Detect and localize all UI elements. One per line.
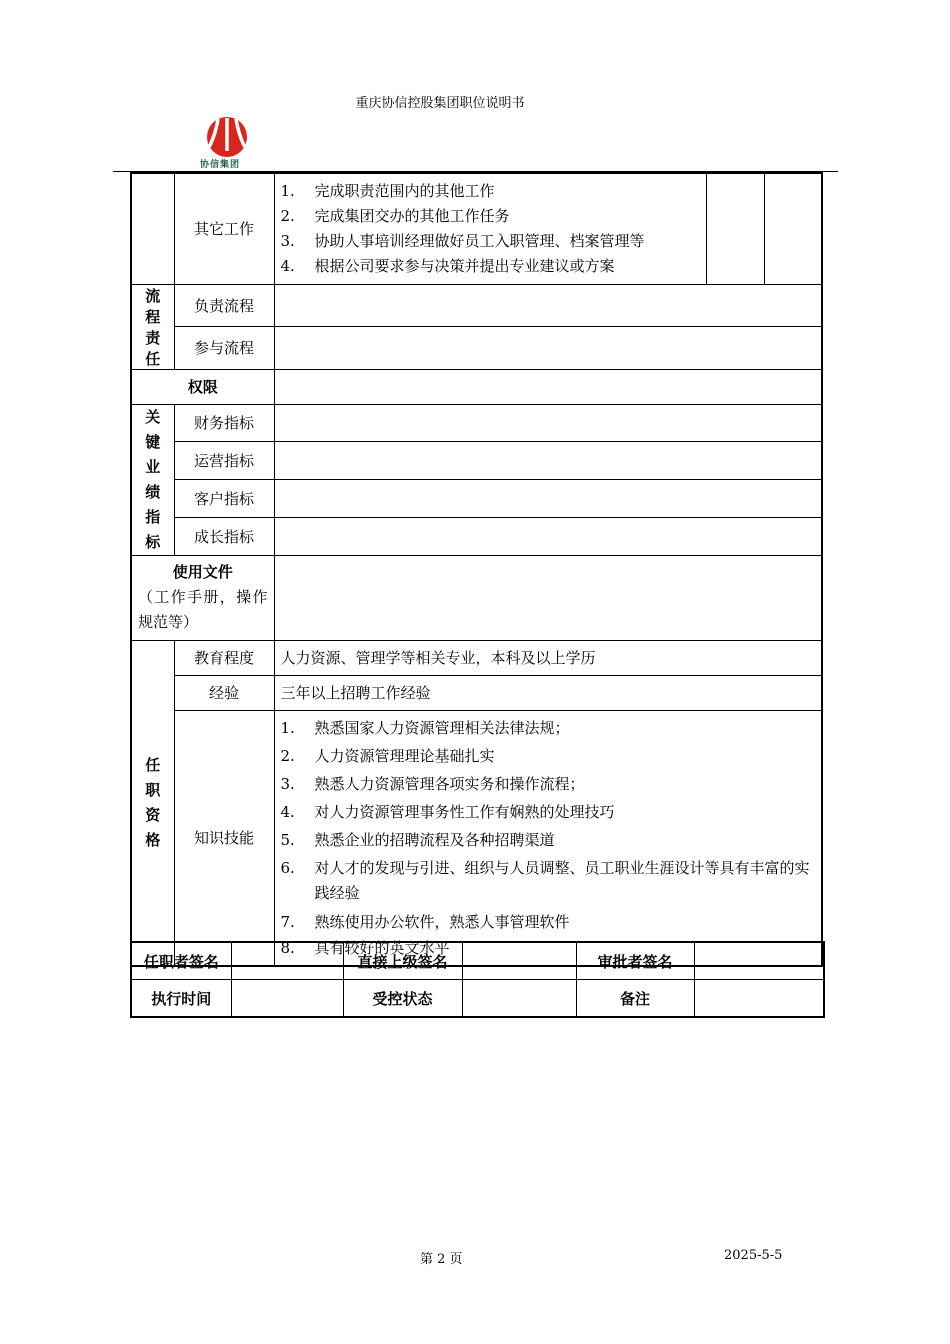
supervisor-sign-label: 直接上级签名	[343, 942, 462, 980]
other-work-empty-cell	[131, 173, 174, 284]
remark-label: 备注	[576, 980, 694, 1018]
kpi-row-value	[274, 480, 822, 518]
kpi-row-value	[274, 404, 822, 442]
participate-process-value	[274, 327, 822, 370]
other-work-label: 其它工作	[174, 173, 274, 284]
approver-sign-label: 审批者签名	[576, 942, 694, 980]
other-work-row	[131, 173, 822, 284]
control-status-field[interactable]	[462, 980, 576, 1018]
list-item: 6. 对人才的发现与引进、组织与人员调整、员工职业生涯设计等具有丰富的实践经验	[280, 859, 810, 903]
holder-sign-field[interactable]	[231, 942, 343, 980]
exec-time-label: 执行时间	[131, 980, 231, 1018]
holder-sign-label: 任职者签名	[131, 942, 231, 980]
responsible-process-value	[274, 284, 822, 327]
other-work-list	[281, 179, 700, 279]
list-item: 1. 完成职责范围内的其他工作	[280, 181, 495, 200]
responsible-process-label: 负责流程	[174, 284, 274, 327]
exec-time-field[interactable]	[231, 980, 343, 1018]
list-item: 2. 人力资源管理理论基础扎实	[280, 747, 495, 766]
skills-list-cell	[274, 710, 822, 966]
supervisor-sign-field[interactable]	[462, 942, 576, 980]
kpi-section-label: 关键业绩指标	[131, 404, 174, 555]
page-number: 第 2 页	[420, 1252, 463, 1267]
qualifications-section-label: 任职资格	[131, 640, 174, 966]
kpi-row-value	[274, 517, 822, 555]
skills-label: 知识技能	[174, 710, 274, 966]
list-item: 5. 熟悉企业的招聘流程及各种招聘渠道	[280, 831, 555, 850]
kpi-row-label: 财务指标	[174, 404, 274, 442]
job-description-table	[130, 172, 823, 967]
documents-sub-label: （工作手册，操作规范等）	[138, 588, 268, 631]
approver-sign-field[interactable]	[694, 942, 824, 980]
kpi-row-label: 客户指标	[174, 480, 274, 518]
experience-value: 三年以上招聘工作经验	[274, 675, 822, 710]
education-label: 教育程度	[174, 640, 274, 675]
remark-field[interactable]	[694, 980, 824, 1018]
list-item: 8. 具有较好的英文水平	[280, 939, 450, 958]
signature-table	[130, 941, 825, 1018]
experience-label: 经验	[174, 675, 274, 710]
other-work-extra-cell	[706, 173, 764, 284]
education-value: 人力资源、管理学等相关专业，本科及以上学历	[274, 640, 822, 675]
documents-value	[274, 555, 822, 640]
list-item: 2. 完成集团交办的其他工作任务	[280, 206, 510, 225]
authority-value	[274, 369, 822, 404]
other-work-list-cell	[274, 173, 706, 284]
list-item: 3. 协助人事培训经理做好员工入职管理、档案管理等	[280, 231, 645, 250]
page-header-title: 重庆协信控股集团职位说明书	[355, 96, 525, 111]
authority-label: 权限	[131, 369, 274, 404]
participate-process-label: 参与流程	[174, 327, 274, 370]
list-item: 4. 根据公司要求参与决策并提出专业建议或方案	[280, 256, 615, 275]
process-section-label: 流程责任	[131, 284, 174, 369]
documents-label: 使用文件	[172, 563, 233, 581]
other-work-extra-cell	[764, 173, 822, 284]
control-status-label: 受控状态	[343, 980, 462, 1018]
kpi-row-label: 成长指标	[174, 517, 274, 555]
skills-list	[281, 714, 816, 961]
kpi-row-label: 运营指标	[174, 442, 274, 480]
footer-date: 2025-5-5	[724, 1248, 783, 1263]
list-item: 4. 对人力资源管理事务性工作有娴熟的处理技巧	[280, 803, 615, 822]
list-item: 7. 熟练使用办公软件，熟悉人事管理软件	[280, 913, 570, 932]
list-item: 3. 熟悉人力资源管理各项实务和操作流程；	[280, 775, 585, 794]
documents-label-cell	[131, 555, 274, 640]
logo-text: 协信集团	[200, 160, 241, 170]
list-item: 1. 熟悉国家人力资源管理相关法律法规；	[280, 719, 570, 738]
kpi-row-value	[274, 442, 822, 480]
